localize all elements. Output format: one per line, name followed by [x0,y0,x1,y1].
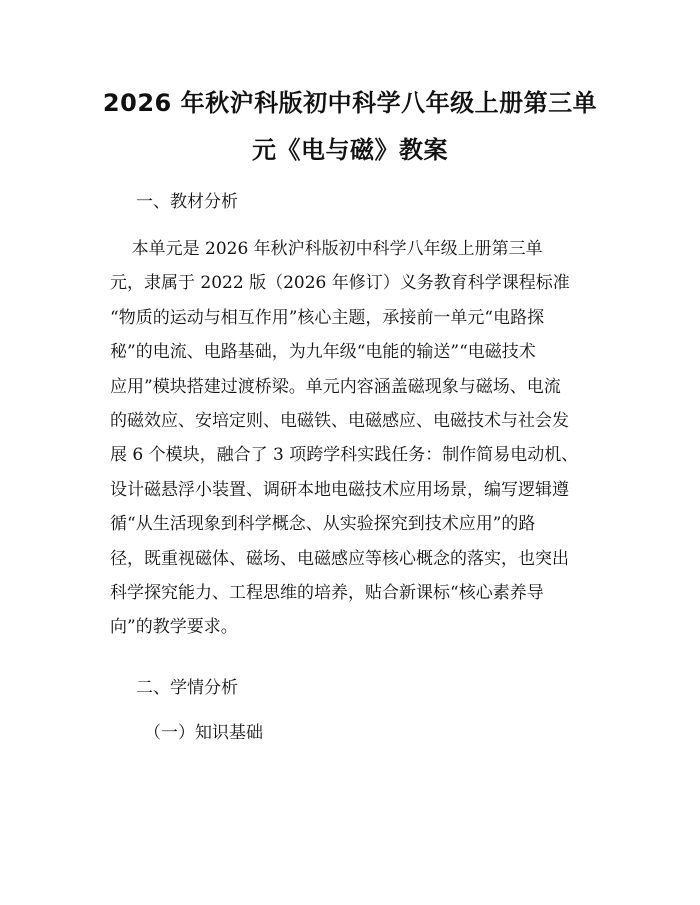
title-line-1: 2026 年秋沪科版初中科学八年级上册第三单 [102,89,598,117]
section-heading-teaching-material-analysis: 一、教材分析 [136,192,238,212]
paragraph-line: 元，隶属于 2022 版（2026 年修订）义务教育科学课程标准 [110,273,570,294]
paragraph-line: 秘”的电流、电路基础，为九年级“电能的输送”“电磁技术 [110,342,536,363]
paragraph-line: “物质的运动与相互作用”核心主题，承接前一单元“电路探 [110,307,545,328]
paragraph-line: 展 6 个模块，融合了 3 项跨学科实践任务：制作简易电动机、 [110,445,579,466]
paragraph-line: 的磁效应、安培定则、电磁铁、电磁感应、电磁技术与社会发 [110,411,569,432]
subsection-heading-knowledge-basis: （一）知识基础 [144,723,263,743]
document-title [90,80,610,174]
paragraph-line: 本单元是 2026 年秋沪科版初中科学八年级上册第三单 [110,239,543,259]
paragraph-line: 设计磁悬浮小装置、调研本地电磁技术应用场景，编写逻辑遵 [110,479,569,500]
section-heading-student-analysis: 二、学情分析 [136,678,238,698]
paragraph-line: 径，既重视磁体、磁场、电磁感应等核心概念的落实，也突出 [110,548,569,569]
teaching-material-analysis-paragraph [110,232,585,645]
paragraph-line: 科学探究能力、工程思维的培养，贴合新课标“核心素养导 [110,583,544,604]
paragraph-line: 循“从生活现象到科学概念、从实验探究到技术应用”的路 [110,514,536,535]
title-line-2: 元《电与磁》教案 [252,136,448,164]
paragraph-line: 应用”模块搭建过渡桥梁。单元内容涵盖磁现象与磁场、电流 [110,376,561,397]
paragraph-line: 向”的教学要求。 [110,617,238,638]
